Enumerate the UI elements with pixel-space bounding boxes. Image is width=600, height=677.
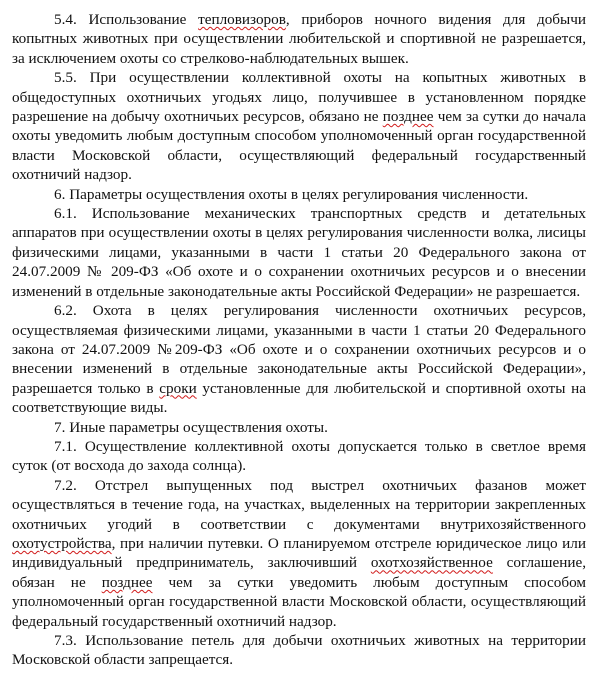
paragraph-6 (12, 185, 586, 204)
paragraph-text: соглашение, обязан не (12, 554, 587, 591)
paragraph-7 (12, 418, 586, 437)
paragraph-7-2 (12, 476, 586, 631)
paragraph-text: 6. Параметры осуществления охоты в целях регулирования численности. (54, 185, 529, 203)
paragraph-text: установленные для любительской и спортивной охоты на соответствующие виды. (12, 379, 586, 417)
paragraph-text: 7.1. Осуществление коллективной охоты допускается только в светлое время суток (от восхода до захода солнца). (12, 437, 586, 475)
paragraph-5-5 (12, 68, 586, 184)
paragraph-text: 5.5. При осуществлении коллективной охоты на копытных животных в общедоступных охотничьих угодьях лицо, получившее в установленном порядке разрешение на добычу охотничьих ресурсов, обязано не (12, 69, 586, 126)
paragraph-text: 7. Иные параметры осуществления охоты. (54, 418, 328, 436)
spellcheck-word: охотустройства (12, 534, 112, 552)
paragraph-text: 5.4. Использование (54, 11, 199, 28)
spellcheck-word: охотхозяйственное (370, 554, 493, 572)
document-body (12, 10, 586, 670)
paragraph-text: чем за сутки до начала охоты уведомить любым доступным способом уполномоченный орган государственной власти Московской области, осуществляющий федеральный государственный охотничий надзор. (12, 108, 587, 184)
spellcheck-word: сроки (159, 379, 197, 397)
paragraph-text: 7.3. Использование петель для добычи охотничьих животных на территории Московской области запрещается. (12, 632, 586, 669)
paragraph-5-4 (12, 10, 586, 68)
paragraph-text: 6.1. Использование механических транспортных средств и детательных аппаратов при осуществлении охоты в целях регулирования численности волка, лисицы физическими лицами, указанными в части 1 статьи 20 Федерального закона от 24.07.2009 № 209-ФЗ «Об охоте и о сохранении охотничьих ресурсов и о внесении изменений в отдельные законодательные акты Российской Федерации» не разрешается. (12, 205, 586, 300)
paragraph-text: , приборов ночного видения для добычи копытных животных при осуществлении любительской и спортивной не разрешается, за исключением охоты со стрелково-наблюдательных вышек. (12, 11, 586, 67)
paragraph-text: чем за сутки уведомить любым доступным способом уполномоченный орган государственной власти Московской области, осуществляющий федеральный государственный охотничий надзор. (12, 573, 586, 630)
paragraph-6-2 (12, 301, 586, 417)
spellcheck-word: позднее (382, 108, 434, 126)
paragraph-text: 6.2. Охота в целях регулирования численности охотничьих ресурсов, осуществляемая физическими лицами, указанными в части 1 статьи 20 Федерального закона от 24.07.2009 №209-ФЗ «Об охоте и о сохранении охотничьих ресурсов и о внесении изменений в отдельные законодательные акты Российской Федерации», разрешается только в (12, 302, 586, 397)
paragraph-text: , при наличии путевки. О планируемом отстреле юридическое лицо или индивидуальный предприниматель, заключивший (12, 534, 586, 572)
spellcheck-word: тепловизоров (198, 11, 286, 28)
paragraph-7-3 (12, 631, 586, 670)
paragraph-6-1 (12, 204, 586, 301)
spellcheck-word: позднее (101, 573, 153, 591)
paragraph-text: 7.2. Отстрел выпущенных под выстрел охотничьих фазанов может осуществляться в течение года, на участках, выделенных на территории закрепленных охотничьих угодий в соответствии с документами внутрихозяйственного (12, 476, 586, 533)
paragraph-7-1 (12, 437, 586, 476)
